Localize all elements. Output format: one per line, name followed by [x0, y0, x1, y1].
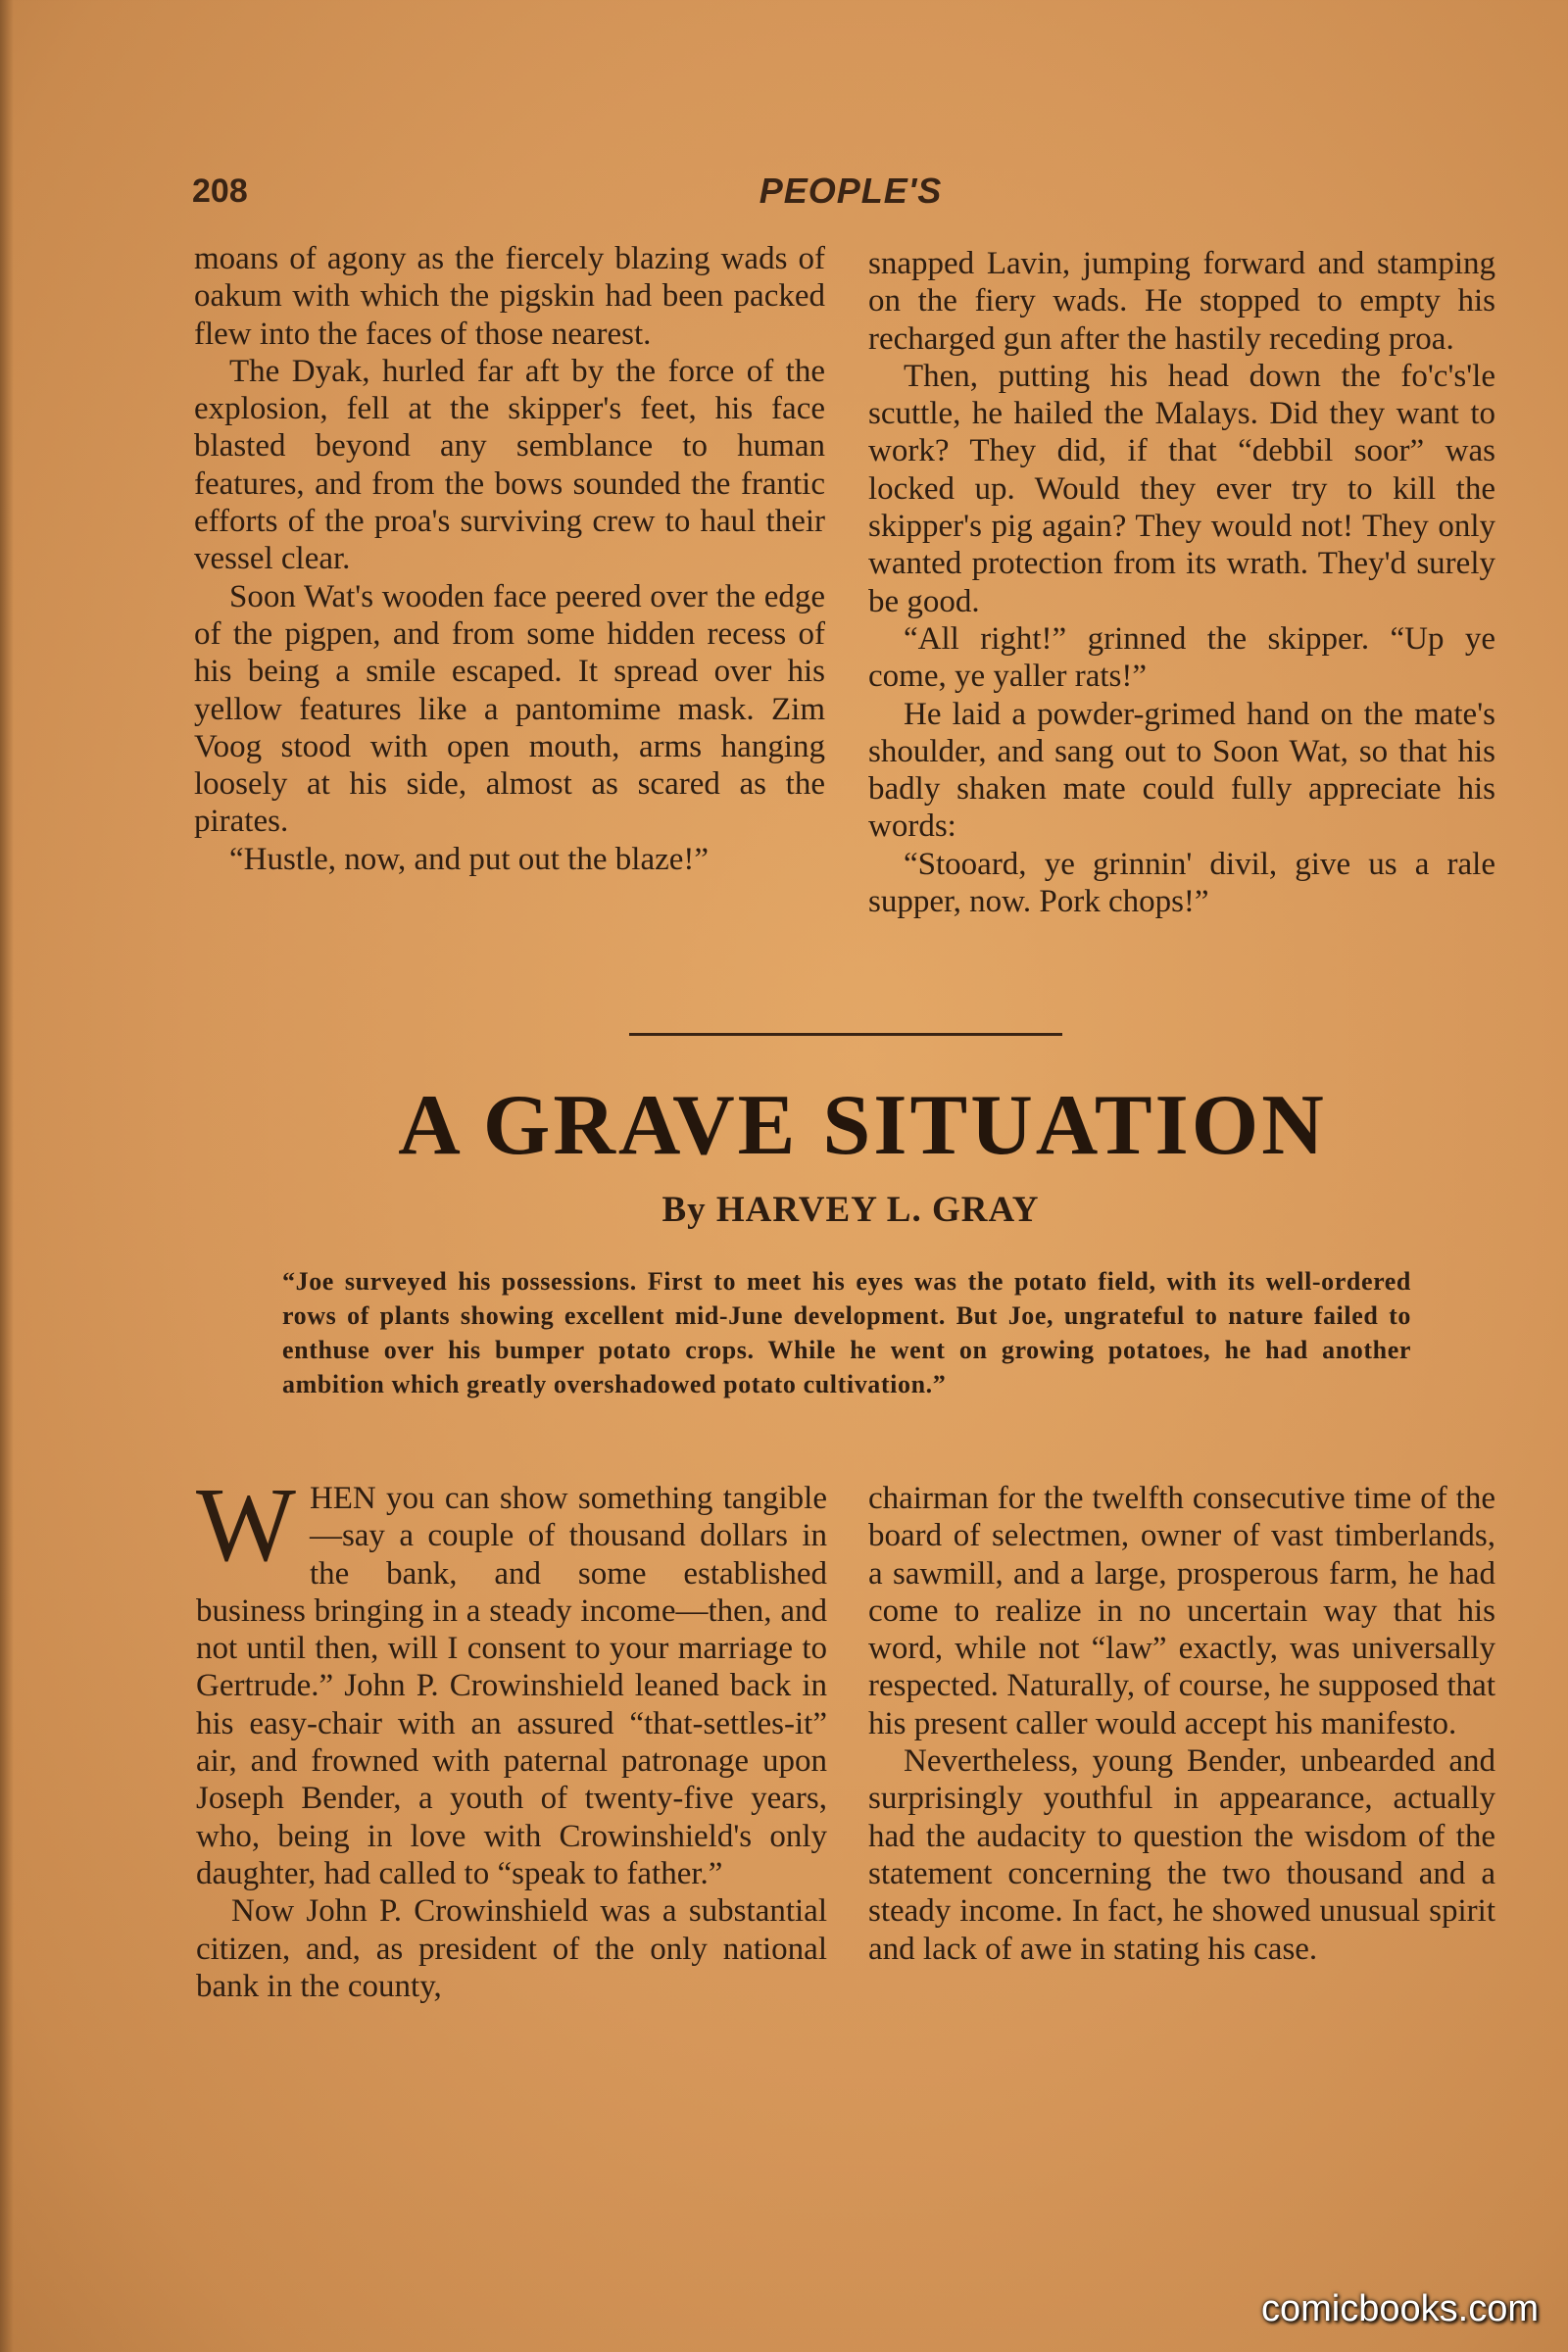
section-divider: [629, 1033, 1062, 1036]
paragraph: moans of agony as the fiercely blazing wads of oakum with which the pigskin had been packed flew into the faces of those nearest.: [194, 241, 825, 352]
paragraph: Now John P. Crowinshield was a substantial citizen, and, as president of the only national bank in the county,: [196, 1893, 827, 2004]
paragraph: Nevertheless, young Bender, unbearded and surprisingly youthful in appearance, actually had the audacity to question the wisdom of the statement concerning the two thousand and a steady income. In fact, he showed unusual spirit and lack of awe in stating his case.: [868, 1743, 1495, 1967]
watermark: comicbooks.com: [1261, 2288, 1539, 2329]
paragraph: Soon Wat's wooden face peered over the edge of the pigpen, and from some hidden recess of his being a smile escaped. It spread over his yellow features like a pantomime mask. Zim Voog stood with open mouth, arms hanging loosely at his side, almost as scared as the pirates.: [194, 578, 825, 840]
story-right-column: [868, 1480, 1495, 1968]
drop-cap: W: [196, 1467, 296, 1584]
paragraph: The Dyak, hurled far aft by the force of the explosion, fell at the skipper's feet, his face blasted beyond any semblance to human features, and from the bows sounded the frantic efforts of the proa's surviving crew to haul their vessel clear.: [194, 353, 825, 577]
running-head: PEOPLE'S: [759, 171, 943, 211]
story-byline: By HARVEY L. GRAY: [662, 1190, 1040, 1230]
paragraph: “All right!” grinned the skipper. “Up ye come, ye yaller rats!”: [868, 620, 1495, 695]
page-binding-edge: [0, 0, 14, 2352]
story-left-column: [196, 1467, 827, 2005]
paragraph: Then, putting his head down the fo'c's'le scuttle, he hailed the Malays. Did they want to work? They did, if that “debbil soor” was locked up. Would they ever try to kill the skipper's pig again? They would not! They only wanted protection from its wrath. They'd surely be good.: [868, 358, 1495, 619]
previous-story-left-column: [194, 240, 825, 878]
page-number: 208: [192, 172, 248, 210]
paragraph: snapped Lavin, jumping forward and stamping on the fiery wads. He stopped to empty his recharged gun after the hastily receding proa.: [868, 246, 1495, 357]
paragraph: “Stooard, ye grinnin' divil, give us a rale supper, now. Pork chops!”: [868, 846, 1495, 920]
paragraph: “Hustle, now, and put out the blaze!”: [229, 841, 710, 877]
story-title: A GRAVE SITUATION: [398, 1078, 1327, 1173]
story-deck: “Joe surveyed his possessions. First to meet his eyes was the potato field, with its well-ordered rows of plants showing excellent mid-June development. But Joe, ungrateful to nature failed to enthuse over his bumper potato crops. While he went on growing potatoes, he had another ambition which greatly overshadowed potato cultivation.”: [282, 1267, 1411, 1398]
opening-paragraph-text: HEN you can show something tangible—say a couple of thousand dollars in the bank, and some established business bringing in a steady income—then, and not until then, will I consent to your marriage to Gertrude.” John P. Crowinshield leaned back in his easy-chair with an assured “that-settles-it” air, and frowned with paternal patronage upon Joseph Bender, a youth of twenty-five years, who, being in love with Crowinshield's only daughter, had called to “speak to father.”: [196, 1481, 827, 1891]
previous-story-right-column: [868, 245, 1495, 920]
paragraph: chairman for the twelfth consecutive time of the board of selectmen, owner of vast timberlands, a sawmill, and a large, prosperous farm, he had come to realize in no uncertain way that his word, while not “law” exactly, was universally respected. Naturally, of course, he supposed that his present caller would accept his manifesto.: [868, 1481, 1495, 1741]
paragraph: He laid a powder-grimed hand on the mate's shoulder, and sang out to Soon Wat, so that his badly shaken mate could fully appreciate his words:: [868, 696, 1495, 845]
opening-paragraph: [196, 1467, 827, 1892]
